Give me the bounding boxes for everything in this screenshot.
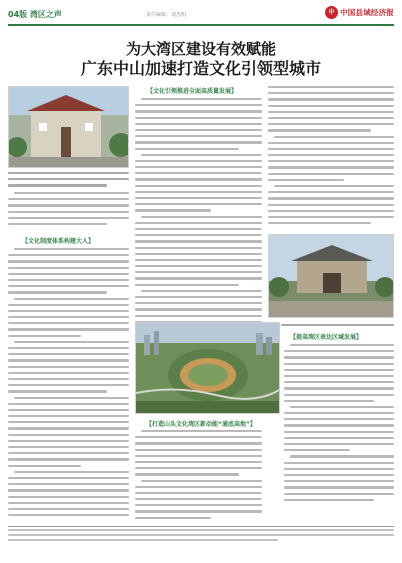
footer-rule [8,526,394,527]
photo-image [136,323,280,414]
photo-image [9,87,129,168]
body-text-left-1 [8,192,129,229]
page-section-label: 04版 湾区之声 [8,10,62,19]
photo-caption [8,172,129,191]
newspaper-logo [325,6,394,19]
logo-text: 中国县域经济报 [340,8,394,17]
masthead [8,6,394,24]
footer-info [8,529,394,555]
section-subhead: 【文化引领推进全面高质量发展】 [147,88,238,95]
photo-city-gate [268,234,394,318]
photo-aerial-city [135,322,280,414]
body-text-right-1 [268,86,394,228]
editor-line: 责任编辑：刘杰明 [146,12,187,18]
logo-icon: 中 [325,6,338,19]
body-text-left-2 [8,248,129,516]
masthead-rule [8,24,394,26]
photo-hongmen-building [8,86,129,168]
section-subhead: 【提高湾区表达区域发展】 [290,334,363,341]
photo-caption [268,324,394,330]
section-subhead: 【打造山头文化湾区新动能“通底高地”】 [146,421,256,428]
article-column-left [8,86,129,516]
headline-main: 为大湾区建设有效赋能 [125,40,276,58]
body-text-right-2 [284,344,394,505]
photo-image [269,235,394,318]
body-text-mid-2 [135,430,262,523]
section-subhead: 【文化制度体系构建大人】 [22,238,95,245]
article-column-right [268,86,394,322]
headline-sub: 广东中山加速打造文化引领型城市 [80,59,321,78]
